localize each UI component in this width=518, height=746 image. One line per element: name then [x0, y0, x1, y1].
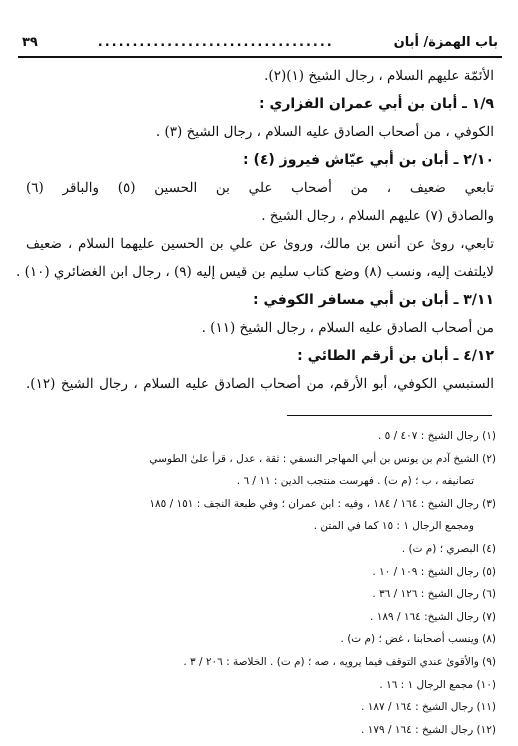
footnote: (٥) رجال الشيخ : ١٠٩ / ١٠ .: [372, 565, 496, 578]
footnote: (١٢) رجال الشيخ : ١٦٤ / ١٧٩ .: [361, 723, 496, 736]
footnote: (٤) البصري ؛ (م ت) .: [401, 542, 496, 555]
header-dot-leader: ..................................: [97, 34, 334, 50]
footnote-separator: [287, 415, 492, 416]
footnote: تصانيفه ، ب ؛ (م ت) . فهرست منتجب الدين : ١١ / ٦ .: [236, 475, 474, 488]
footnote: (٢) الشيخ آدم بن يونس بن أبي المهاجر النسفي : ثقة ، عدل ، قرأ علىٰ الطوسي: [149, 452, 496, 465]
running-header: [22, 30, 498, 54]
footnote: (٣) رجال الشيخ : ١٦٤ / ١٨٤ ، وفيه : ابن عمران ؛ وفي طبعة النجف : ١٥١ / ١٨٥: [149, 497, 496, 510]
page-number: ٣٩: [22, 34, 38, 50]
footnote: (١) رجال الشيخ : ٤٠٧ / ٥ .: [377, 430, 496, 442]
footnote: (٩) والأقوىٰ عندي التوقف فيما يرويه ، صه ؛ (م ت) . الخلاصة : ٢٠٦ / ٣ .: [183, 655, 496, 668]
footnote: (٨) وينسب أصحابنا ، غض ؛ (م ت) .: [340, 633, 496, 646]
text-line: الكوفي ، من أصحاب الصادق عليه السلام ، رجال الشيخ (٣) .: [155, 124, 494, 140]
header-rule: [18, 56, 502, 58]
entry-heading: ٢/١٠ ـ أبان بن أبي عيّاش فيروز (٤) :: [242, 152, 494, 168]
footnote: (٦) رجال الشيخ : ١٢٦ / ٣٦ .: [372, 588, 496, 601]
footnotes: [22, 425, 496, 741]
text-line: والصادق (٧) عليهم السلام ، رجال الشيخ .: [261, 208, 494, 224]
text-line: من أصحاب الصادق عليه السلام ، رجال الشيخ (١١) .: [201, 320, 494, 336]
entry-heading: ٣/١١ ـ أبان بن أبي مسافر الكوفي :: [253, 292, 494, 308]
text-line: السنبسي الكوفي، أبو الأرقم، من أصحاب الصادق عليه السلام ، رجال الشيخ (١٢).: [26, 376, 494, 392]
text-line: الأئمّة عليهم السلام ، رجال الشيخ (١)(٢).: [264, 68, 494, 84]
text-line: لايلتفت إليه، ونسب (٨) وضع كتاب سليم بن قيس إليه (٩) ، رجال ابن الغضائري (١٠) .: [16, 264, 494, 280]
text-line: تابعي ضعيف ، من أصحاب علي بن الحسين (٥) والباقر (٦): [26, 180, 494, 196]
footnote: ومجمع الرجال ١ : ١٥ كما في المتن .: [313, 520, 474, 533]
entry-heading: ١/٩ ـ أبان بن أبي عمران الفزاري :: [259, 96, 494, 112]
footnote: (١٠) مجمع الرجال ١ : ١٦ .: [379, 678, 496, 691]
entry-heading: ٤/١٢ ـ أبان بن أرقم الطائي :: [297, 348, 494, 364]
footnote: (٧) رجال الشيخ: ١٦٤ / ١٨٩ .: [370, 610, 496, 623]
text-line: تابعي، روىٰ عن أنس بن مالك، وروىٰ عن علي بن الحسين عليهما السلام ، ضعيف: [26, 236, 494, 252]
main-text: [16, 62, 494, 398]
header-title: باب الهمزة/ أبان: [393, 34, 498, 50]
footnote: (١١) رجال الشيخ : ١٦٤ / ١٨٧ .: [361, 701, 496, 714]
